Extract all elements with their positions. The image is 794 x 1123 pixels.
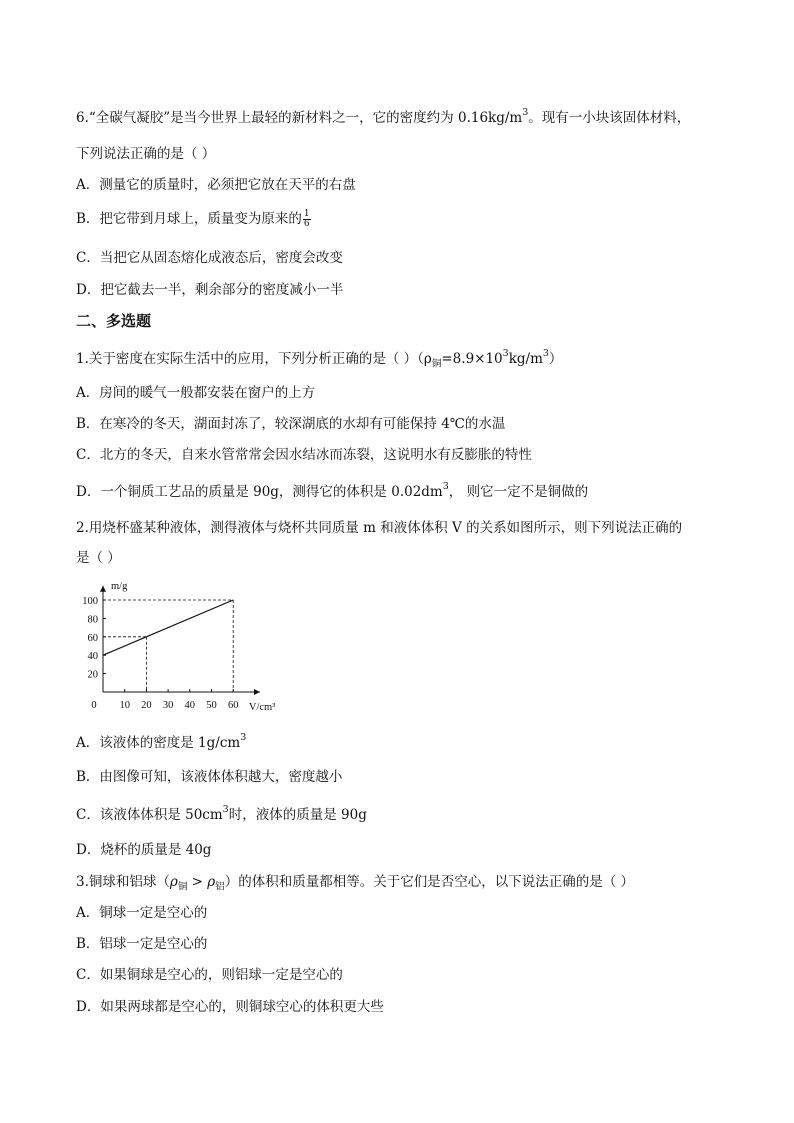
m2-option-a: A．该液体的密度是 $1g/cm^3$ [76,731,247,751]
m1-option-c: C．北方的冬天，自来水管常常会因水结冰而冻裂，这说明水有反膨胀的特性 [76,447,532,463]
x-axis-label: V/cm³ [248,702,276,713]
x-tick-label: 10 [119,700,130,711]
q6-option-d: D．把它截去一半，剩余部分的密度减小一半 [76,282,344,298]
m1-option-b: B．在寒冷的冬天，湖面封冻了，较深湖底的水却有可能保持 4℃的水温 [76,416,506,432]
m2-stem-line1: 2.用烧杯盛某种液体，测得液体与烧杯共同质量 m 和液体体积 V 的关系如图所示，则下列说法正确的 [76,520,683,536]
x-tick-label: 50 [206,700,217,711]
section-title: 二、多选题 [76,312,152,330]
y-tick-label: 100 [82,596,98,607]
m2-option-c: C．该液体体积是 $50cm^3$时，液体的质量是 90g [76,803,367,823]
m3-option-d: D．如果两球都是空心的，则铜球空心的体积更大些 [76,999,384,1015]
m2-option-d: D．烧杯的质量是 40g [76,842,212,858]
series-line [103,600,233,655]
m3-stem: 3.铜球和铝球$(\rho_铜 > \rho_铝)$的体积和质量都相等。关于它们是否空心，以下说法正确的是（ ） [76,874,634,893]
m2-stem-line2: 是（ ） [76,550,121,566]
y-tick-label: 20 [87,669,98,681]
origin-label: 0 [91,700,97,711]
x-tick-label: 40 [184,700,196,711]
y-tick-label: 80 [87,614,98,626]
y-axis-label: m/g [111,580,128,592]
m1-stem: 1.关于密度在实际生活中的应用，下列分析正确的是（ ）$(\rho_铜=8.9\times 10^3kg/m^3)$ [76,347,563,370]
x-tick-label: 30 [162,700,174,711]
m1-option-a: A．房间的暖气一般都安装在窗户的上方 [76,385,316,401]
y-tick-label: 40 [87,651,98,663]
m3-option-a: A．铜球一定是空心的 [76,905,208,921]
mass-volume-chart [76,575,276,725]
fraction-one-sixth: $\frac{1}{6}$ [303,209,310,229]
q6-option-b: B．把它带到月球上，质量变为原来的 $\frac{1}{6}$ [76,209,310,229]
m1-option-d: D．一个铜质工艺品的质量是 90g，测得它的体积是 $0.02dm^3$， 则它一定不是铜做的 [76,480,589,500]
q6-stem-line1: 6.“全碳气凝胶”是当今世界上最轻的新材料之一，它的密度约为 $0.16kg/m^3$。现有一小块该固体材料， [76,106,691,126]
x-tick-label: 60 [227,700,239,711]
m2-option-b: B．由图像可知，该液体体积越大，密度越小 [76,769,343,785]
m3-option-b: B．铝球一定是空心的 [76,936,208,952]
m3-option-c: C．如果铜球是空心的，则铝球一定是空心的 [76,967,343,983]
q6-stem-line2: 下列说法正确的是（ ） [76,146,216,162]
q6-option-c: C．当把它从固态熔化成液态后，密度会改变 [76,250,343,266]
y-tick-label: 60 [87,632,98,644]
x-tick-label: 20 [141,700,152,711]
q6-option-a: A．测量它的质量时，必须把它放在天平的右盘 [76,177,356,193]
